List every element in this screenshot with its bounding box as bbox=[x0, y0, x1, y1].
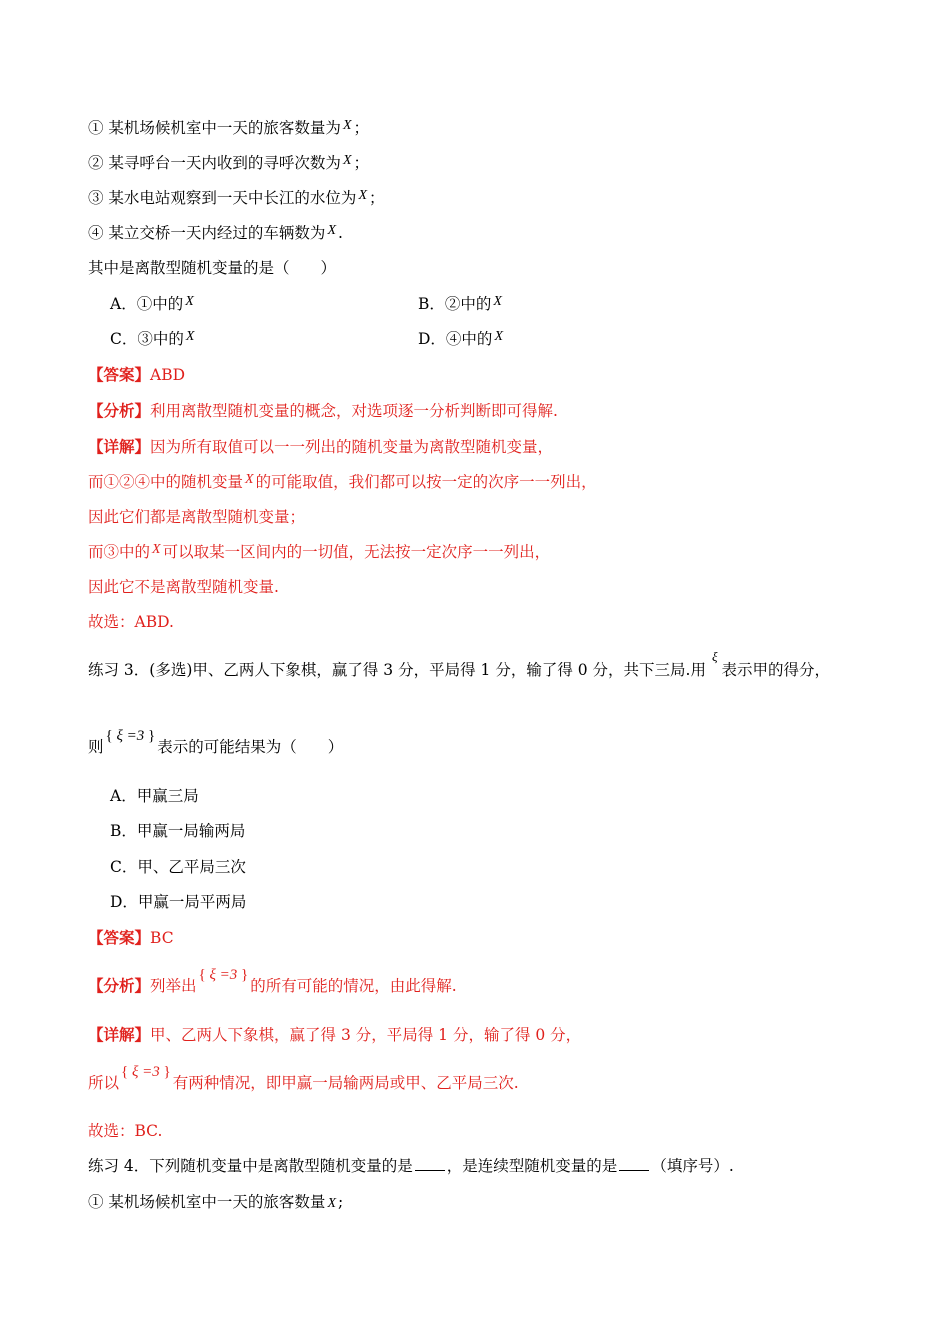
xi-equals-3: { ξ =3 } bbox=[198, 967, 249, 983]
analysis-2: 【分析】列举出{ ξ =3 }的所有可能的情况，由此得解. bbox=[88, 967, 457, 995]
option-a: A．①中的 X bbox=[110, 294, 194, 313]
answer-blank[interactable] bbox=[619, 1156, 649, 1171]
exercise-4-item-1: ① 某机场候机室中一天的旅客数量 X ; bbox=[88, 1193, 344, 1211]
detail-2-line-2: 所以{ ξ =3 }有两种情况，即甲赢一局输两局或甲、乙平局三次. bbox=[88, 1064, 519, 1092]
item-3: ③ 某水电站观察到一天中长江的水位为 X ； bbox=[88, 188, 385, 207]
exercise-3-line-2: 则{ ξ =3 }表示的可能结果为（ ） bbox=[88, 728, 344, 756]
analysis-1: 【分析】利用离散型随机变量的概念，对选项逐一分析判断即可得解. bbox=[88, 401, 558, 420]
choose-1: 故选：ABD. bbox=[88, 613, 174, 631]
var-x: X bbox=[342, 118, 352, 133]
option-d: D．④中的 X bbox=[418, 329, 503, 348]
detail-1-line-4: 而③中的 X 可以取某一区间内的一切值，无法按一定次序一一列出， bbox=[88, 542, 551, 561]
xi-equals-3: { ξ =3 } bbox=[105, 728, 156, 744]
item-1: ① 某机场候机室中一天的旅客数量为 X ； bbox=[88, 118, 370, 137]
var-x: X bbox=[342, 153, 352, 168]
option-c: C．③中的 X bbox=[110, 329, 195, 348]
answer-1: 【答案】ABD bbox=[88, 365, 186, 384]
option2-b: B．甲赢一局输两局 bbox=[110, 822, 246, 840]
var-x: X bbox=[358, 188, 367, 203]
detail-1-line-3: 因此它们都是离散型随机变量； bbox=[88, 508, 306, 526]
exercise-4: 练习 4．下列随机变量中是离散型随机变量的是 ，是连续型随机变量的是 （填序号）. bbox=[88, 1157, 734, 1175]
option-b: B．②中的 X bbox=[418, 294, 502, 313]
option2-c: C．甲、乙平局三次 bbox=[110, 858, 246, 876]
option2-d: D．甲赢一局平两局 bbox=[110, 893, 247, 911]
question-1: 其中是离散型随机变量的是（ ） bbox=[88, 259, 337, 277]
item-4: ④ 某立交桥一天内经过的车辆数为 X . bbox=[88, 223, 343, 242]
xi-symbol: ξ bbox=[711, 649, 718, 664]
detail-2-line-1: 【详解】甲、乙两人下象棋，赢了得 3 分，平局得 1 分，输了得 0 分， bbox=[88, 1025, 582, 1044]
answer-2: 【答案】BC bbox=[88, 928, 174, 947]
exercise-3-line-1: 练习 3．(多选)甲、乙两人下象棋，赢了得 3 分，平局得 1 分，输了得 0 分，共下三局.用$^\xi$表示甲的得分， bbox=[88, 649, 831, 679]
var-x: X bbox=[327, 223, 336, 238]
choose-2: 故选：BC. bbox=[88, 1122, 163, 1140]
detail-1-line-5: 因此它不是离散型随机变量. bbox=[88, 578, 279, 596]
detail-1-line-1: 【详解】因为所有取值可以一一列出的随机变量为离散型随机变量， bbox=[88, 437, 554, 456]
xi-equals-3: { ξ =3 } bbox=[121, 1064, 171, 1080]
item-2: ② 某寻呼台一天内收到的寻呼次数为 X ； bbox=[88, 153, 370, 172]
detail-1-line-2: 而①②④中的随机变量 X 的可能取值，我们都可以按一定的次序一一列出， bbox=[88, 472, 597, 491]
answer-blank[interactable] bbox=[415, 1156, 445, 1171]
option2-a: A．甲赢三局 bbox=[110, 787, 199, 805]
